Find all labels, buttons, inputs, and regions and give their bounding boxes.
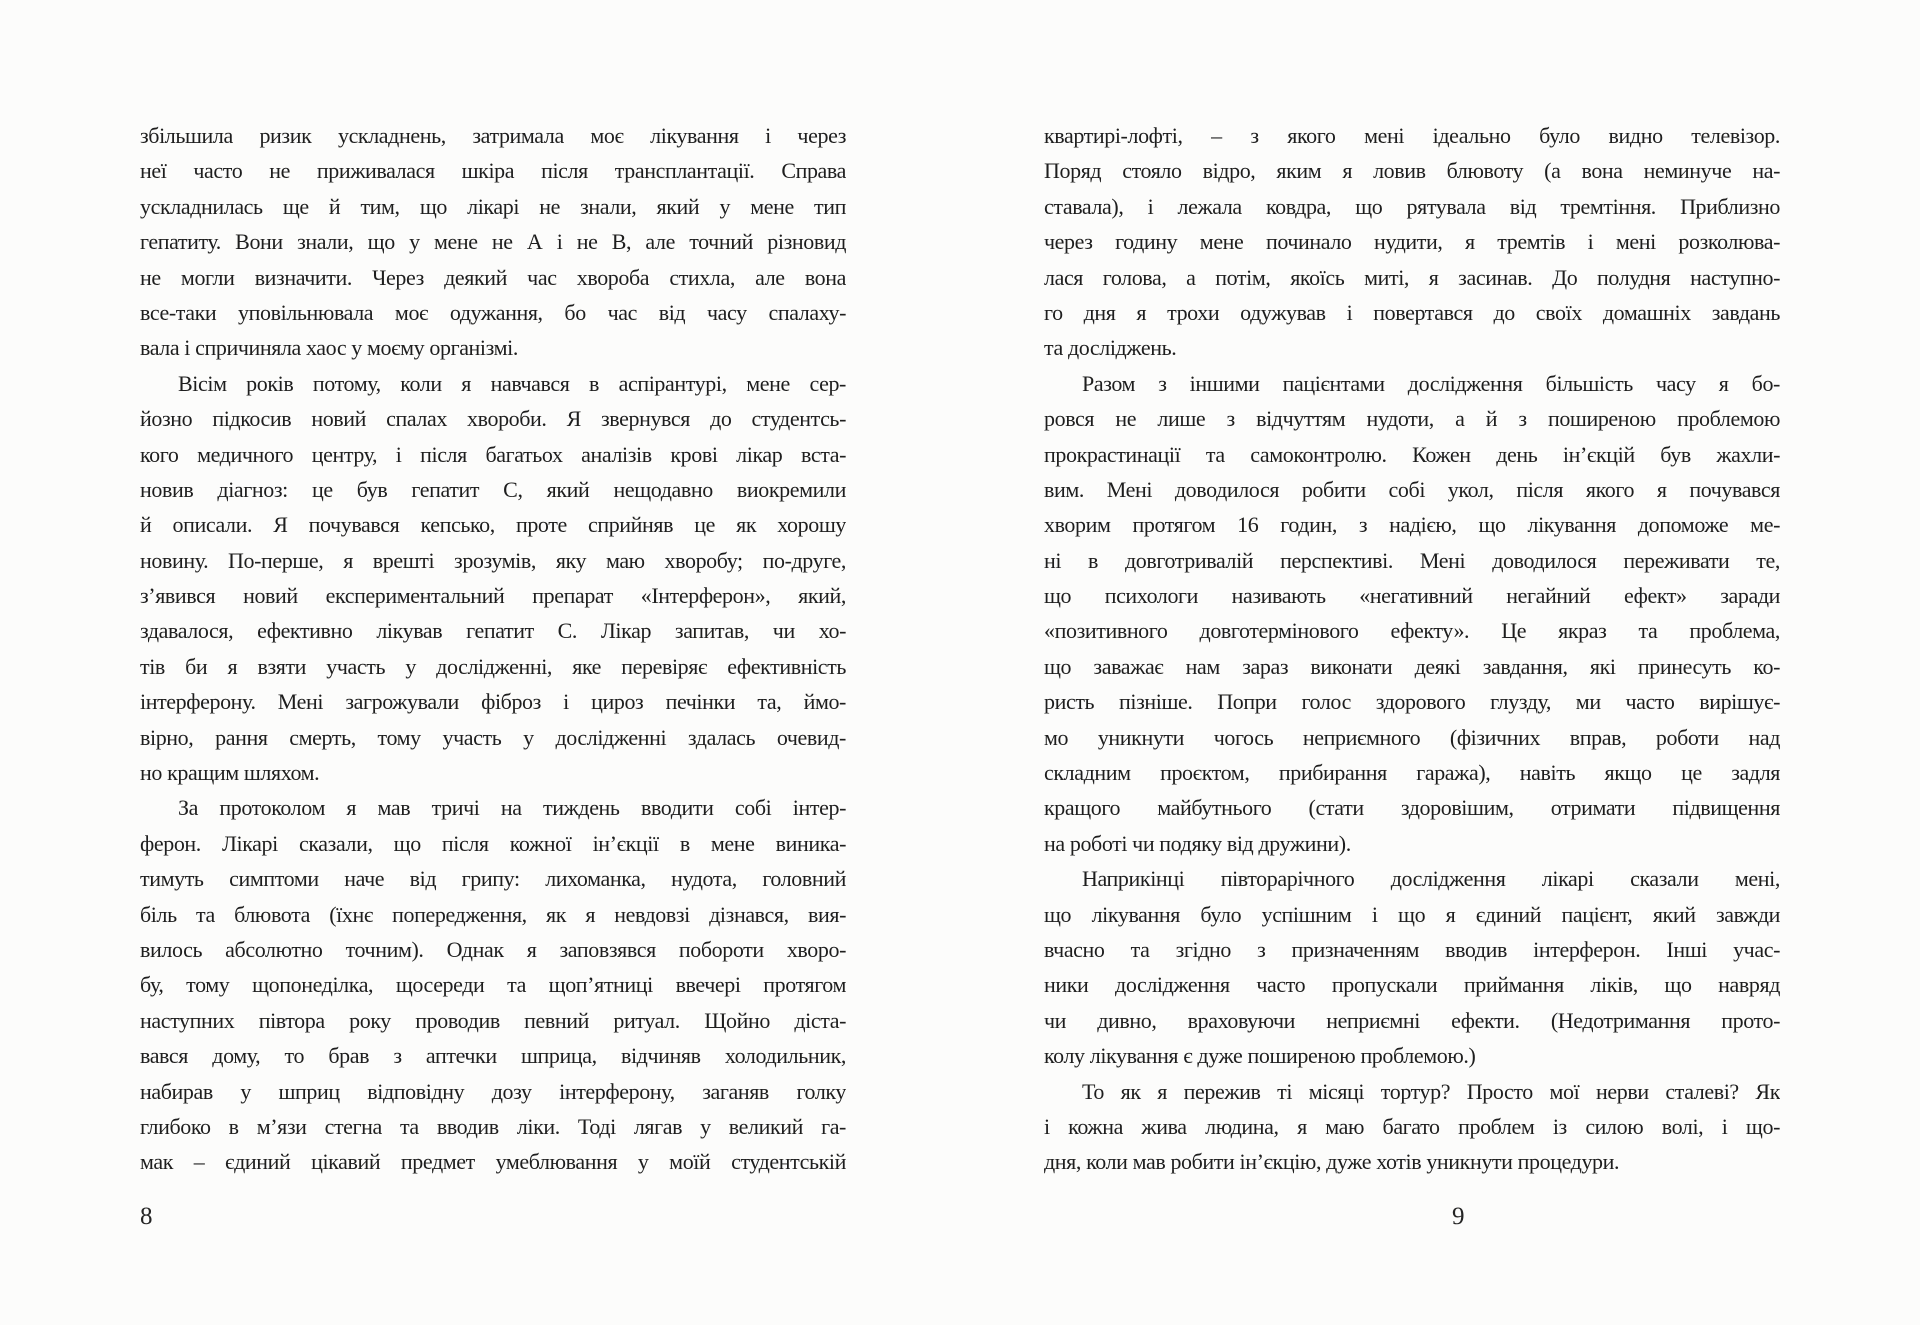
page-9 [960, 0, 1920, 1325]
text-line: квартирі-лофті, – з якого мені ідеально було видно телевізор. [1044, 123, 1780, 148]
text-line: ники дослідження часто пропускали приймання ліків, що навряд [1044, 972, 1780, 998]
text-line: вчасно та згідно з призначенням вводив інтерферон. Інші учас- [1044, 936, 1780, 962]
text-line: го дня я трохи одужував і повертався до своїх домашніх завдань [1044, 299, 1780, 325]
text-line: ферон. Лікарі сказали, що після кожної ін’єкції в мене виника- [140, 830, 846, 856]
text-line: на роботі чи подяку від дружини). [1044, 830, 1351, 856]
text-line: вим. Мені доводилося робити собі укол, після якого я почувався [1044, 476, 1780, 502]
text-line: та досліджень. [1044, 335, 1177, 361]
text-line: колу лікування є дуже поширеною проблемою.) [1044, 1043, 1476, 1069]
page-9-text-block [1044, 118, 1780, 1180]
text-line: глибоко в м’язи стегна та вводив ліки. Тоді лягав у великий га- [140, 1113, 846, 1139]
text-line: йозно підкосив новий спалах хвороби. Я звернувся до студентсь- [140, 406, 846, 432]
text-line: лася голова, а потім, якоїсь миті, я засинав. До полудня наступно- [1044, 264, 1780, 290]
text-line: збільшила ризик ускладнень, затримала моє лікування і через [140, 123, 846, 148]
text-line: біль та блювота (їхнє попередження, як я невдовзі дізнався, вия- [140, 901, 846, 927]
text-line: кращого майбутнього (стати здоровішим, отримати підвищення [1044, 795, 1780, 821]
text-line: чи дивно, враховуючи неприємні ефекти. (Недотримання прото- [1044, 1007, 1780, 1033]
text-line: Наприкінці півторарічного дослідження лікарі сказали мені, [1082, 866, 1780, 892]
text-line: Вісім років потому, коли я навчався в аспірантурі, мене сер- [178, 370, 846, 396]
text-line: ні в довготривалій перспективі. Мені доводилося переживати те, [1044, 547, 1780, 573]
text-line: новив діагноз: це був гепатит С, який нещодавно виокремили [140, 476, 846, 502]
text-line: За протоколом я мав тричі на тиждень вводити собі інтер- [178, 795, 846, 821]
text-line: Поряд стояло відро, яким я ловив блювоту (а вона неминуче на- [1044, 158, 1780, 184]
text-line: через годину мене починало нудити, я тремтів і мені розколюва- [1044, 229, 1780, 255]
text-line: То як я пережив ті місяці тортур? Просто мої нерви сталеві? Як [1082, 1078, 1780, 1104]
text-line: з’явився новий експериментальний препарат «Інтерферон», який, [140, 583, 846, 609]
text-line: ускладнилась ще й тим, що лікарі не знали, який у мене тип [140, 193, 846, 219]
text-line: но кращим шляхом. [140, 760, 320, 786]
text-line: і кожна жива людина, я маю багато проблем із силою волі, і що- [1044, 1113, 1780, 1139]
text-line: ристь пізніше. Попри голос здорового глузду, ми часто вирішує- [1044, 689, 1780, 715]
text-line: неї часто не приживалася шкіра після трансплантації. Справа [140, 158, 846, 184]
text-line: вала і спричиняла хаос у моєму організмі. [140, 335, 518, 361]
text-line: мо уникнути чогось неприємного (фізичних вправ, роботи над [1044, 724, 1780, 750]
text-line: мак – єдиний цікавий предмет умеблювання у моїй студентській [140, 1149, 846, 1175]
text-line: вірно, рання смерть, тому участь у дослідженні здалась очевид- [140, 724, 846, 750]
text-line: що заважає нам зараз виконати деякі завдання, які принесуть ко- [1044, 653, 1780, 679]
text-line: ровся не лише з відчуттям нудоти, а й з поширеною проблемою [1044, 406, 1780, 432]
text-line: що лікування було успішним і що я єдиний пацієнт, який завжди [1044, 901, 1780, 927]
text-line: наступних півтора року проводив певний ритуал. Щойно діста- [140, 1007, 846, 1033]
text-line: здавалося, ефективно лікував гепатит С. Лікар запитав, чи хо- [140, 618, 846, 644]
text-line: хворим протягом 16 годин, з надією, що лікування допоможе ме- [1044, 512, 1780, 538]
text-line: набирав у шприц відповідну дозу інтерферону, заганяв голку [140, 1078, 846, 1104]
text-line: що психологи називають «негативний негайний ефект» заради [1044, 583, 1780, 609]
text-line: й описали. Я почувався кепсько, проте сприйняв це як хорошу [140, 512, 846, 538]
text-line: складним проєктом, прибирання гаража), навіть якщо це задля [1044, 760, 1780, 786]
text-line: тимуть симптоми наче від грипу: лихоманка, нудота, головний [140, 866, 846, 892]
text-line: вилось абсолютно точним). Однак я заповзявся побороти хворо- [140, 936, 846, 962]
text-line: кого медичного центру, і після багатьох аналізів крові лікар вста- [140, 441, 846, 467]
text-line: не могли визначити. Через деякий час хвороба стихла, але вона [140, 264, 846, 290]
text-line: тів би я взяти участь у дослідженні, яке перевіряє ефективність [140, 653, 846, 679]
text-line: вався дому, то брав з аптечки шприца, відчиняв холодильник, [140, 1043, 846, 1069]
page-8-number: 8 [140, 1203, 153, 1230]
text-line: дня, коли мав робити ін’єкцію, дуже хотів уникнути процедури. [1044, 1149, 1620, 1175]
text-line: гепатиту. Вони знали, що у мене не А і не В, але точний різновид [140, 229, 846, 255]
text-line: «позитивного довготермінового ефекту». Це якраз та проблема, [1044, 618, 1780, 644]
text-line: інтерферону. Мені загрожували фіброз і цироз печінки та, ймо- [140, 689, 846, 715]
text-line: Разом з іншими пацієнтами дослідження більшість часу я бо- [1082, 370, 1780, 396]
text-line: ставала), і лежала ковдра, що рятувала від тремтіння. Приблизно [1044, 193, 1780, 219]
text-line: прокрастинації та самоконтролю. Кожен день ін’єкцій був жахли- [1044, 441, 1780, 467]
page-9-number: 9 [1452, 1203, 1465, 1230]
text-line: новину. По-перше, я врешті зрозумів, яку маю хворобу; по-друге, [140, 547, 846, 573]
text-line: все-таки уповільнювала моє одужання, бо час від часу спалаху- [140, 299, 846, 325]
page-8-text-block [140, 118, 846, 1180]
text-line: бу, тому щопонеділка, щосереди та щоп’ятниці ввечері протягом [140, 972, 846, 998]
